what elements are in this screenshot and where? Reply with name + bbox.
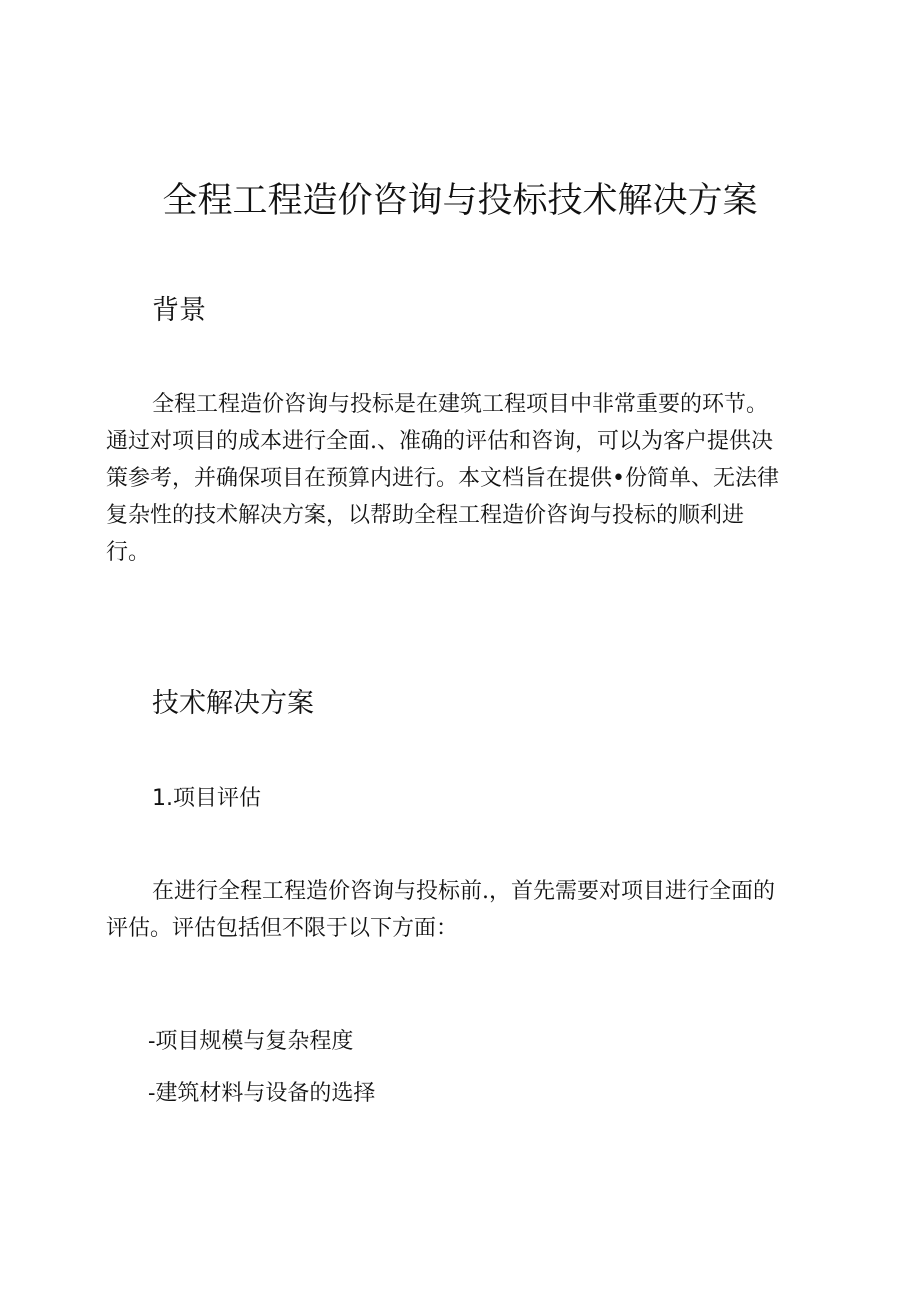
paragraph-line: 通过对项目的成本进行全面.、准确的评估和咨询，可以为客户提供决	[106, 429, 773, 454]
section-heading-background: 背景	[152, 295, 206, 326]
paragraph-line: 行。	[106, 540, 151, 565]
paragraph-line: 全程工程造价咨询与投标是在建筑工程项目中非常重要的环节。	[152, 392, 769, 417]
paragraph-line: 复杂性的技术解决方案，以帮助全程工程造价咨询与投标的顺利进	[106, 503, 745, 528]
document-title: 全程工程造价咨询与投标技术解决方案	[162, 181, 758, 221]
paragraph-line: 在进行全程工程造价咨询与投标前.，首先需要对项目进行全面的	[152, 879, 775, 904]
subsection-heading-project-evaluation: 1.项目评估	[152, 786, 261, 811]
list-item: -项目规模与复杂程度	[148, 1029, 354, 1054]
list-item: -建筑材料与设备的选择	[148, 1081, 376, 1106]
paragraph-line: 评估。评估包括但不限于以下方面：	[106, 916, 459, 941]
evaluation-paragraph	[106, 873, 816, 947]
paragraph-line: 策参考，并确保项目在预算内进行。本文档旨在提供•份简单、无法律	[106, 466, 779, 491]
background-paragraph	[106, 386, 816, 571]
section-heading-solution: 技术解决方案	[152, 688, 314, 719]
